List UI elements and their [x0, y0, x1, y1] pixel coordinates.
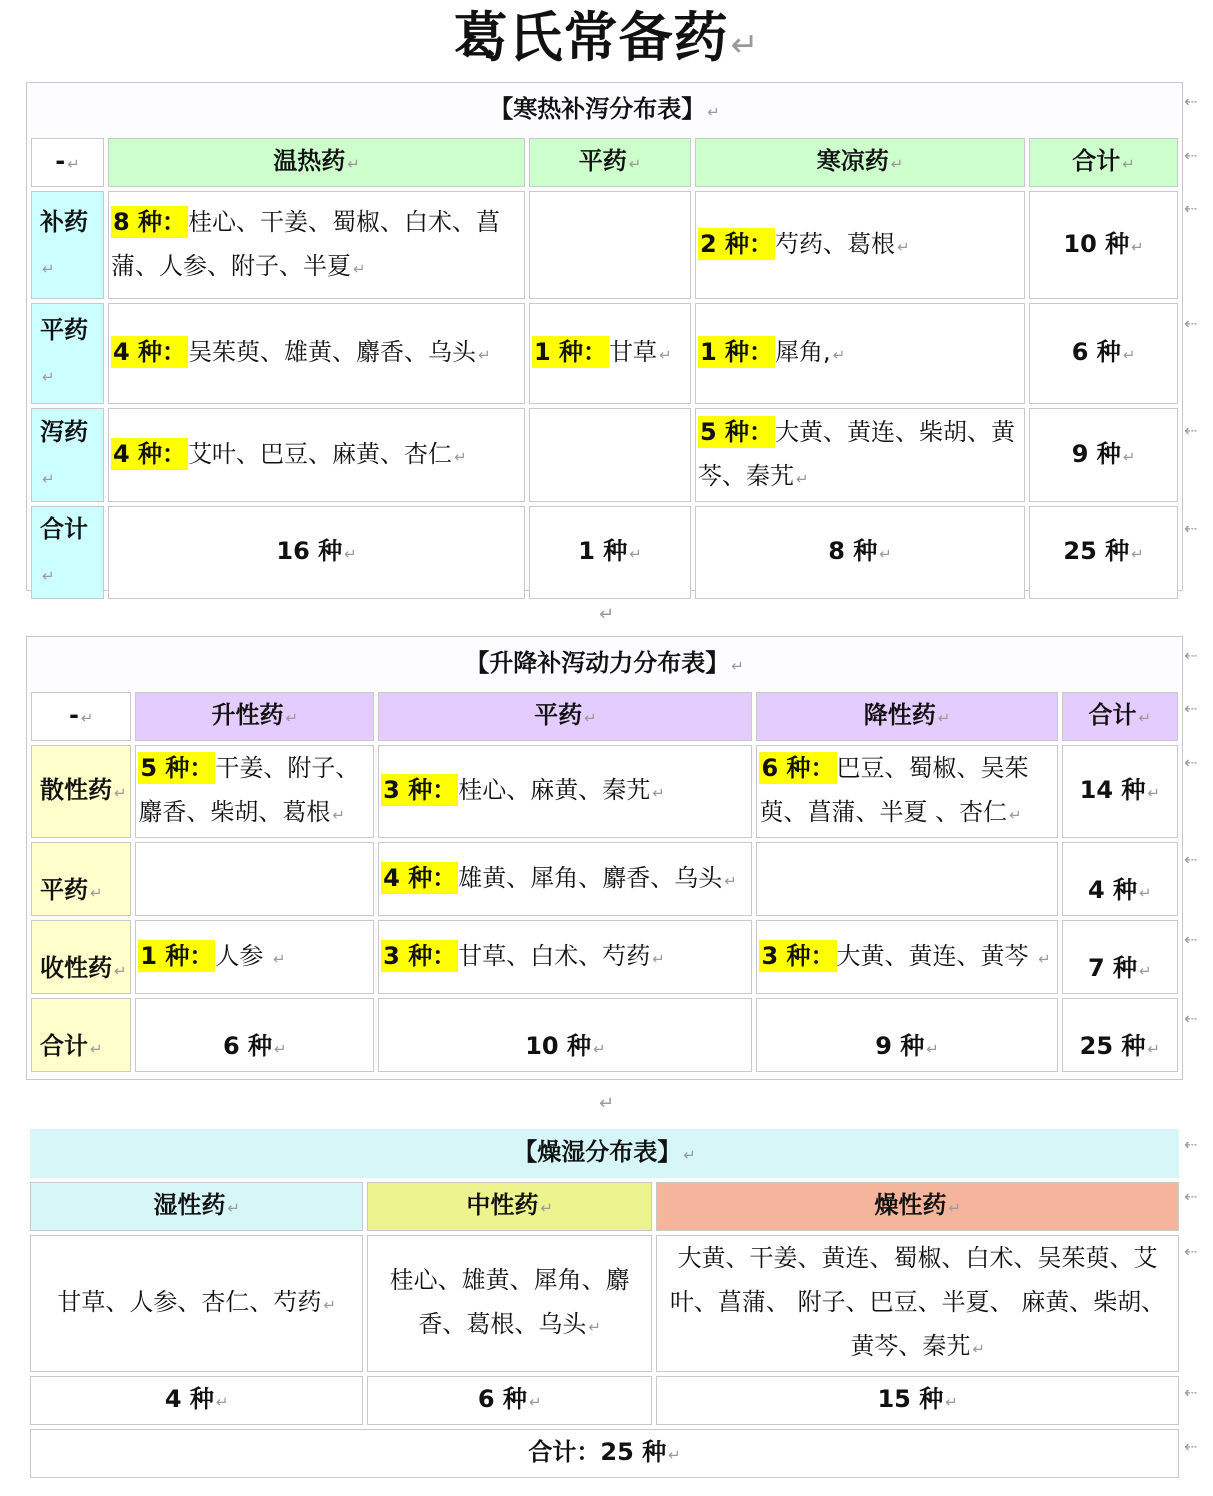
table-caption: 【燥湿分布表】 ↵	[30, 1129, 1179, 1178]
page-title: 葛氏常备药↵	[453, 6, 760, 69]
table-row	[30, 1235, 1179, 1372]
table-cell: 大黄、干姜、黄连、蜀椒、白术、吴茱萸、艾叶、菖蒲、 附子、巴豆、半夏、 麻黄、柴胡、黄芩、秦艽 ↵	[656, 1235, 1179, 1372]
row-end-mark: ⇠	[1184, 646, 1198, 665]
row-end-mark: ⇠	[1184, 1009, 1198, 1028]
row-end-mark: ⇠	[1184, 519, 1198, 538]
row-end-mark: ⇠	[1184, 753, 1198, 772]
total-cell: 4 种 ↵	[1062, 842, 1178, 916]
column-header: 升性药 ↵	[135, 692, 374, 741]
row-end-mark: ⇠	[1184, 1187, 1198, 1206]
table-cell: 4 种：吴茱萸、雄黄、麝香、乌头 ↵	[108, 303, 525, 404]
table-cell: 4 种：艾叶、巴豆、麻黄、杏仁 ↵	[108, 408, 525, 502]
row-end-mark: ⇠	[1184, 1242, 1198, 1261]
column-header: 平药 ↵	[378, 692, 752, 741]
table-row	[30, 1429, 1179, 1478]
row-end-mark: ⇠	[1184, 146, 1198, 165]
total-cell: 9 种 ↵	[1029, 408, 1178, 502]
corner-cell: - ↵	[31, 692, 131, 741]
table-row	[31, 842, 1178, 916]
column-header: 降性药 ↵	[756, 692, 1057, 741]
column-header: 温热药 ↵	[108, 138, 525, 187]
total-cell: 16 种 ↵	[108, 506, 525, 599]
dry-damp-table	[26, 1125, 1183, 1487]
total-cell: 6 种 ↵	[367, 1376, 652, 1425]
ascend-descend-table	[26, 636, 1183, 1080]
row-header: 泻药↵	[31, 408, 104, 502]
total-cell: 10 种 ↵	[378, 998, 752, 1072]
row-header: 收性药 ↵	[31, 920, 131, 994]
column-header: 寒凉药 ↵	[695, 138, 1025, 187]
table-cell: 甘草、人参、杏仁、芍药 ↵	[30, 1235, 363, 1372]
table-cell: 1 种：人参 ↵	[135, 920, 374, 994]
total-cell: 8 种 ↵	[695, 506, 1025, 599]
table-caption: 【升降补泻动力分布表】 ↵	[465, 649, 744, 677]
row-header: 散性药 ↵	[31, 745, 131, 838]
column-header: 平药 ↵	[529, 138, 691, 187]
total-cell: 6 种 ↵	[135, 998, 374, 1072]
row-end-mark: ⇠	[1184, 421, 1198, 440]
row-end-mark: ⇠	[1184, 699, 1198, 718]
cold-heat-table	[26, 82, 1183, 591]
row-end-mark: ⇠	[1184, 199, 1198, 218]
total-cell: 7 种 ↵	[1062, 920, 1178, 994]
table-cell: 3 种：甘草、白术、芍药 ↵	[378, 920, 752, 994]
column-header: 中性药 ↵	[367, 1182, 652, 1231]
row-header: 平药 ↵	[31, 842, 131, 916]
table-row	[30, 1376, 1179, 1425]
table-cell: 5 种：大黄、黄连、柴胡、黄芩、秦艽 ↵	[695, 408, 1025, 502]
table-cell: 3 种：大黄、黄连、黄芩 ↵	[756, 920, 1057, 994]
table-row	[31, 745, 1178, 838]
total-cell: 15 种 ↵	[656, 1376, 1179, 1425]
row-end-mark: ⇠	[1184, 1135, 1198, 1154]
total-cell: 1 种 ↵	[529, 506, 691, 599]
row-end-mark: ⇠	[1184, 930, 1198, 949]
table-cell: 1 种：甘草 ↵	[529, 303, 691, 404]
table-cell: 3 种：桂心、麻黄、秦艽 ↵	[378, 745, 752, 838]
row-end-mark: ⇠	[1184, 850, 1198, 869]
table-cell: 5 种：干姜、附子、麝香、柴胡、葛根 ↵	[135, 745, 374, 838]
table-cell	[135, 842, 374, 916]
table-row	[31, 408, 1178, 502]
paragraph-mark: ↵	[598, 1093, 615, 1114]
table-row	[31, 920, 1178, 994]
column-header: 合计 ↵	[1029, 138, 1178, 187]
total-cell: 14 种 ↵	[1062, 745, 1178, 838]
corner-cell: - ↵	[31, 138, 104, 187]
table-cell	[529, 191, 691, 299]
row-header: 补药↵	[31, 191, 104, 299]
row-header: 平药↵	[31, 303, 104, 404]
table-cell: 8 种：桂心、干姜、蜀椒、白术、菖蒲、人参、附子、半夏 ↵	[108, 191, 525, 299]
total-cell: 9 种 ↵	[756, 998, 1057, 1072]
table-row	[31, 303, 1178, 404]
total-cell: 10 种 ↵	[1029, 191, 1178, 299]
grand-total-cell: 25 种 ↵	[1062, 998, 1178, 1072]
column-header: 湿性药 ↵	[30, 1182, 363, 1231]
table-cell: 6 种：巴豆、蜀椒、吴茱萸、菖蒲、半夏 、杏仁 ↵	[756, 745, 1057, 838]
table-cell: 桂心、雄黄、犀角、麝香、葛根、乌头 ↵	[367, 1235, 652, 1372]
table-caption: 【寒热补泻分布表】 ↵	[489, 95, 720, 123]
column-header: 燥性药 ↵	[656, 1182, 1179, 1231]
table-cell: 1 种：犀角, ↵	[695, 303, 1025, 404]
grand-total-cell: 25 种 ↵	[1029, 506, 1178, 599]
row-end-mark: ⇠	[1184, 1437, 1198, 1456]
table-row	[31, 998, 1178, 1072]
table-cell: 4 种：雄黄、犀角、麝香、乌头 ↵	[378, 842, 752, 916]
paragraph-mark: ↵	[598, 604, 615, 625]
grand-total-cell: 合计：25 种 ↵	[30, 1429, 1179, 1478]
row-end-mark: ⇠	[1184, 314, 1198, 333]
total-cell: 4 种 ↵	[30, 1376, 363, 1425]
table-cell	[529, 408, 691, 502]
row-end-mark: ⇠	[1184, 92, 1198, 111]
table-row	[31, 191, 1178, 299]
row-header: 合计↵	[31, 506, 104, 599]
table-cell	[756, 842, 1057, 916]
table-row	[31, 506, 1178, 599]
table-cell: 2 种：芍药、葛根 ↵	[695, 191, 1025, 299]
row-end-mark: ⇠	[1184, 1383, 1198, 1402]
total-cell: 6 种 ↵	[1029, 303, 1178, 404]
column-header: 合计 ↵	[1062, 692, 1178, 741]
row-header: 合计 ↵	[31, 998, 131, 1072]
